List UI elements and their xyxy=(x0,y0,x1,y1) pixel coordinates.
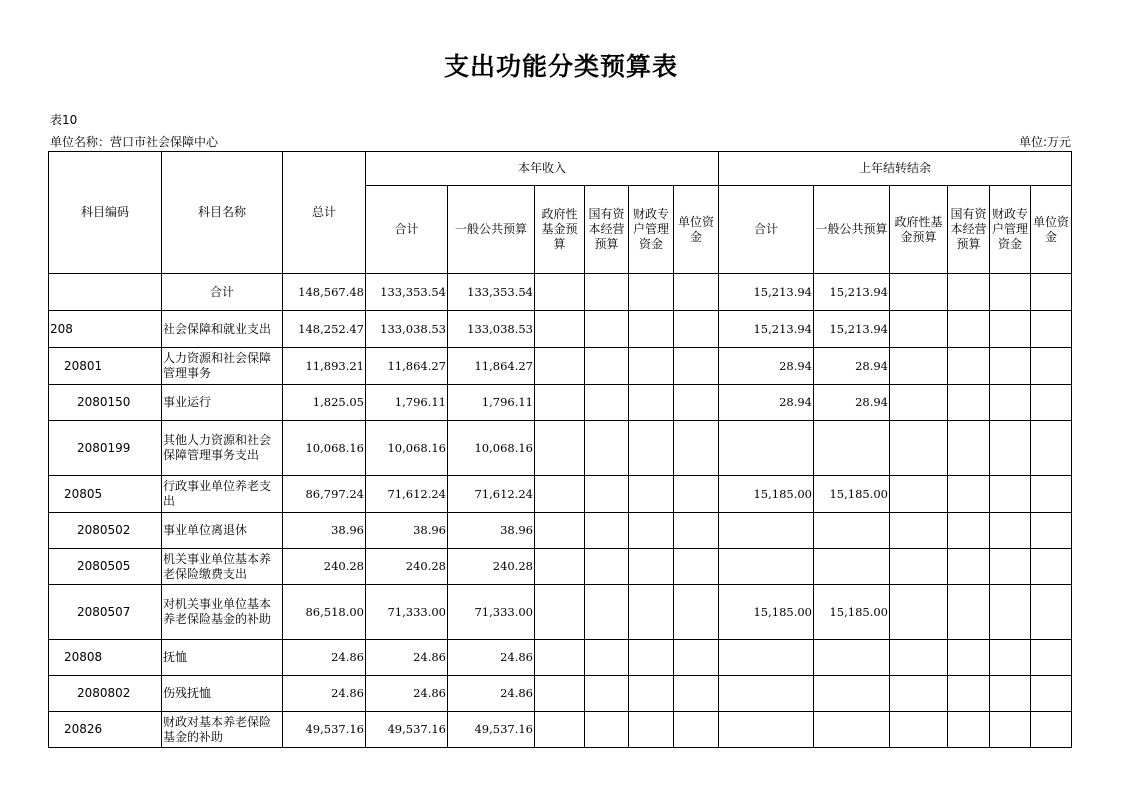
header-row-1 xyxy=(49,152,1072,186)
table-number: 表10 xyxy=(50,113,78,127)
row-total: 10,068.16 xyxy=(283,421,366,476)
row-ci-govfund xyxy=(535,513,585,549)
row-name: 人力资源和社会保障管理事务 xyxy=(162,348,283,385)
row-ci-govfund xyxy=(535,385,585,421)
row-ci-stateop xyxy=(585,348,629,385)
row-ci-stateop xyxy=(585,712,629,748)
row-name: 伤残抚恤 xyxy=(162,676,283,712)
table-row xyxy=(49,513,1072,549)
row-co-govfund xyxy=(890,549,948,585)
row-co-special xyxy=(990,348,1031,385)
row-code: 2080505 xyxy=(49,549,162,585)
row-ci-total: 11,864.27 xyxy=(366,348,448,385)
table-row xyxy=(49,549,1072,585)
row-ci-unit xyxy=(674,676,719,712)
row-co-general xyxy=(814,712,890,748)
row-code: 2080150 xyxy=(49,385,162,421)
row-co-total xyxy=(719,676,814,712)
row-ci-special xyxy=(629,311,674,348)
row-ci-special xyxy=(629,476,674,513)
row-ci-govfund xyxy=(535,311,585,348)
row-code: 2080199 xyxy=(49,421,162,476)
row-total: 148,567.48 xyxy=(283,274,366,311)
header-ci-general: 一般公共预算 xyxy=(448,186,535,274)
row-ci-govfund xyxy=(535,585,585,640)
row-co-total xyxy=(719,513,814,549)
row-name: 其他人力资源和社会保障管理事务支出 xyxy=(162,421,283,476)
row-code: 20808 xyxy=(49,640,162,676)
row-co-special xyxy=(990,549,1031,585)
row-ci-special xyxy=(629,385,674,421)
row-co-stateop xyxy=(948,585,990,640)
row-co-unit xyxy=(1031,311,1072,348)
header-current-income: 本年收入 xyxy=(366,152,719,186)
header-code: 科目编码 xyxy=(49,152,162,274)
row-code: 20805 xyxy=(49,476,162,513)
row-ci-special xyxy=(629,274,674,311)
row-ci-stateop xyxy=(585,476,629,513)
row-ci-special xyxy=(629,640,674,676)
row-total: 86,797.24 xyxy=(283,476,366,513)
row-total: 49,537.16 xyxy=(283,712,366,748)
row-ci-govfund xyxy=(535,676,585,712)
row-ci-special xyxy=(629,585,674,640)
row-co-special xyxy=(990,513,1031,549)
row-co-special xyxy=(990,274,1031,311)
row-ci-govfund xyxy=(535,421,585,476)
row-ci-stateop xyxy=(585,585,629,640)
row-ci-stateop xyxy=(585,549,629,585)
row-ci-unit xyxy=(674,274,719,311)
header-ci-stateop: 国有资本经营预算 xyxy=(585,186,629,274)
row-ci-special xyxy=(629,676,674,712)
row-co-special xyxy=(990,476,1031,513)
row-ci-stateop xyxy=(585,311,629,348)
row-ci-total: 71,612.24 xyxy=(366,476,448,513)
row-co-unit xyxy=(1031,348,1072,385)
row-ci-total: 71,333.00 xyxy=(366,585,448,640)
row-ci-unit xyxy=(674,640,719,676)
row-ci-general: 38.96 xyxy=(448,513,535,549)
row-ci-general: 133,038.53 xyxy=(448,311,535,348)
row-code: 2080802 xyxy=(49,676,162,712)
row-co-special xyxy=(990,640,1031,676)
row-ci-general: 10,068.16 xyxy=(448,421,535,476)
row-co-special xyxy=(990,676,1031,712)
row-ci-stateop xyxy=(585,640,629,676)
row-co-stateop xyxy=(948,421,990,476)
row-name: 对机关事业单位基本养老保险基金的补助 xyxy=(162,585,283,640)
row-co-govfund xyxy=(890,513,948,549)
row-co-unit xyxy=(1031,640,1072,676)
row-ci-total: 133,353.54 xyxy=(366,274,448,311)
row-co-stateop xyxy=(948,311,990,348)
row-co-govfund xyxy=(890,585,948,640)
table-row xyxy=(49,476,1072,513)
row-total: 1,825.05 xyxy=(283,385,366,421)
row-ci-unit xyxy=(674,549,719,585)
row-total: 11,893.21 xyxy=(283,348,366,385)
row-co-stateop xyxy=(948,712,990,748)
row-name: 机关事业单位基本养老保险缴费支出 xyxy=(162,549,283,585)
row-co-general: 15,213.94 xyxy=(814,311,890,348)
row-ci-total: 1,796.11 xyxy=(366,385,448,421)
row-ci-general: 71,612.24 xyxy=(448,476,535,513)
row-ci-general: 71,333.00 xyxy=(448,585,535,640)
row-co-total: 15,213.94 xyxy=(719,311,814,348)
row-co-general xyxy=(814,549,890,585)
row-co-govfund xyxy=(890,640,948,676)
row-total: 24.86 xyxy=(283,676,366,712)
row-ci-govfund xyxy=(535,640,585,676)
table-row xyxy=(49,585,1072,640)
row-co-unit xyxy=(1031,712,1072,748)
row-code: 2080502 xyxy=(49,513,162,549)
row-ci-stateop xyxy=(585,513,629,549)
header-co-unit: 单位资金 xyxy=(1031,186,1072,274)
header-co-stateop: 国有资本经营预算 xyxy=(948,186,990,274)
row-code: 2080507 xyxy=(49,585,162,640)
header-co-general: 一般公共预算 xyxy=(814,186,890,274)
row-co-total: 15,185.00 xyxy=(719,476,814,513)
row-co-special xyxy=(990,385,1031,421)
row-co-unit xyxy=(1031,274,1072,311)
row-total: 86,518.00 xyxy=(283,585,366,640)
table-row xyxy=(49,348,1072,385)
row-total: 148,252.47 xyxy=(283,311,366,348)
row-co-total xyxy=(719,549,814,585)
row-co-stateop xyxy=(948,640,990,676)
row-co-general: 15,185.00 xyxy=(814,476,890,513)
row-ci-unit xyxy=(674,348,719,385)
row-co-special xyxy=(990,421,1031,476)
row-co-special xyxy=(990,712,1031,748)
row-ci-special xyxy=(629,712,674,748)
header-name: 科目名称 xyxy=(162,152,283,274)
row-ci-stateop xyxy=(585,676,629,712)
row-name: 社会保障和就业支出 xyxy=(162,311,283,348)
header-ci-total: 合计 xyxy=(366,186,448,274)
row-name: 事业单位离退休 xyxy=(162,513,283,549)
header-ci-unit: 单位资金 xyxy=(674,186,719,274)
row-co-special xyxy=(990,311,1031,348)
row-co-unit xyxy=(1031,421,1072,476)
row-co-stateop xyxy=(948,476,990,513)
row-co-stateop xyxy=(948,274,990,311)
row-ci-general: 133,353.54 xyxy=(448,274,535,311)
table-row xyxy=(49,640,1072,676)
row-ci-total: 10,068.16 xyxy=(366,421,448,476)
row-ci-special xyxy=(629,348,674,385)
row-co-unit xyxy=(1031,549,1072,585)
row-co-total: 28.94 xyxy=(719,385,814,421)
row-ci-general: 11,864.27 xyxy=(448,348,535,385)
row-co-stateop xyxy=(948,676,990,712)
row-co-total xyxy=(719,640,814,676)
row-co-general xyxy=(814,421,890,476)
row-name: 行政事业单位养老支出 xyxy=(162,476,283,513)
row-ci-unit xyxy=(674,385,719,421)
row-ci-unit xyxy=(674,476,719,513)
row-ci-special xyxy=(629,549,674,585)
row-total: 38.96 xyxy=(283,513,366,549)
row-co-govfund xyxy=(890,712,948,748)
header-ci-govfund: 政府性基金预算 xyxy=(535,186,585,274)
row-ci-stateop xyxy=(585,421,629,476)
header-carryover: 上年结转结余 xyxy=(719,152,1072,186)
row-ci-unit xyxy=(674,712,719,748)
table-row xyxy=(49,712,1072,748)
budget-table xyxy=(48,151,1072,748)
row-co-stateop xyxy=(948,385,990,421)
row-ci-unit xyxy=(674,513,719,549)
row-code: 20826 xyxy=(49,712,162,748)
row-co-unit xyxy=(1031,513,1072,549)
table-row xyxy=(49,676,1072,712)
row-ci-general: 1,796.11 xyxy=(448,385,535,421)
row-co-govfund xyxy=(890,676,948,712)
row-code: 20801 xyxy=(49,348,162,385)
row-co-unit xyxy=(1031,476,1072,513)
row-co-unit xyxy=(1031,385,1072,421)
row-co-general: 28.94 xyxy=(814,348,890,385)
table-row xyxy=(49,421,1072,476)
row-ci-govfund xyxy=(535,348,585,385)
row-ci-total: 38.96 xyxy=(366,513,448,549)
row-ci-stateop xyxy=(585,274,629,311)
row-total: 240.28 xyxy=(283,549,366,585)
row-co-stateop xyxy=(948,348,990,385)
row-total: 24.86 xyxy=(283,640,366,676)
row-co-total xyxy=(719,712,814,748)
row-co-stateop xyxy=(948,513,990,549)
row-co-govfund xyxy=(890,421,948,476)
row-ci-govfund xyxy=(535,712,585,748)
row-ci-total: 240.28 xyxy=(366,549,448,585)
row-ci-general: 49,537.16 xyxy=(448,712,535,748)
row-ci-general: 24.86 xyxy=(448,640,535,676)
row-co-govfund xyxy=(890,385,948,421)
row-ci-total: 24.86 xyxy=(366,676,448,712)
header-co-special: 财政专户管理资金 xyxy=(990,186,1031,274)
row-co-total: 15,185.00 xyxy=(719,585,814,640)
header-co-total: 合计 xyxy=(719,186,814,274)
row-co-total xyxy=(719,421,814,476)
row-name: 事业运行 xyxy=(162,385,283,421)
row-co-govfund xyxy=(890,311,948,348)
row-ci-govfund xyxy=(535,274,585,311)
row-code: 208 xyxy=(49,311,162,348)
page-title: 支出功能分类预算表 xyxy=(443,52,678,81)
row-co-general: 15,213.94 xyxy=(814,274,890,311)
table-row xyxy=(49,274,1072,311)
header-co-govfund: 政府性基金预算 xyxy=(890,186,948,274)
row-name: 财政对基本养老保险基金的补助 xyxy=(162,712,283,748)
row-ci-unit xyxy=(674,585,719,640)
row-co-govfund xyxy=(890,476,948,513)
row-ci-govfund xyxy=(535,476,585,513)
table-row xyxy=(49,311,1072,348)
row-ci-special xyxy=(629,513,674,549)
row-ci-total: 24.86 xyxy=(366,640,448,676)
row-co-general: 28.94 xyxy=(814,385,890,421)
row-co-govfund xyxy=(890,274,948,311)
row-co-total: 15,213.94 xyxy=(719,274,814,311)
header-total: 总计 xyxy=(283,152,366,274)
row-co-stateop xyxy=(948,549,990,585)
row-ci-general: 24.86 xyxy=(448,676,535,712)
row-ci-govfund xyxy=(535,549,585,585)
unit-label: 单位:万元 xyxy=(1018,135,1071,149)
row-ci-total: 133,038.53 xyxy=(366,311,448,348)
row-ci-unit xyxy=(674,311,719,348)
row-co-special xyxy=(990,585,1031,640)
row-name: 合计 xyxy=(162,274,283,311)
row-co-unit xyxy=(1031,676,1072,712)
row-co-total: 28.94 xyxy=(719,348,814,385)
row-co-general xyxy=(814,640,890,676)
row-ci-special xyxy=(629,421,674,476)
row-co-general: 15,185.00 xyxy=(814,585,890,640)
row-co-general xyxy=(814,676,890,712)
row-code xyxy=(49,274,162,311)
table-row xyxy=(49,385,1072,421)
row-ci-total: 49,537.16 xyxy=(366,712,448,748)
row-ci-unit xyxy=(674,421,719,476)
row-co-unit xyxy=(1031,585,1072,640)
row-co-general xyxy=(814,513,890,549)
row-ci-general: 240.28 xyxy=(448,549,535,585)
row-name: 抚恤 xyxy=(162,640,283,676)
unit-name: 单位名称：营口市社会保障中心 xyxy=(50,135,219,149)
header-ci-special: 财政专户管理资金 xyxy=(629,186,674,274)
row-co-govfund xyxy=(890,348,948,385)
row-ci-stateop xyxy=(585,385,629,421)
